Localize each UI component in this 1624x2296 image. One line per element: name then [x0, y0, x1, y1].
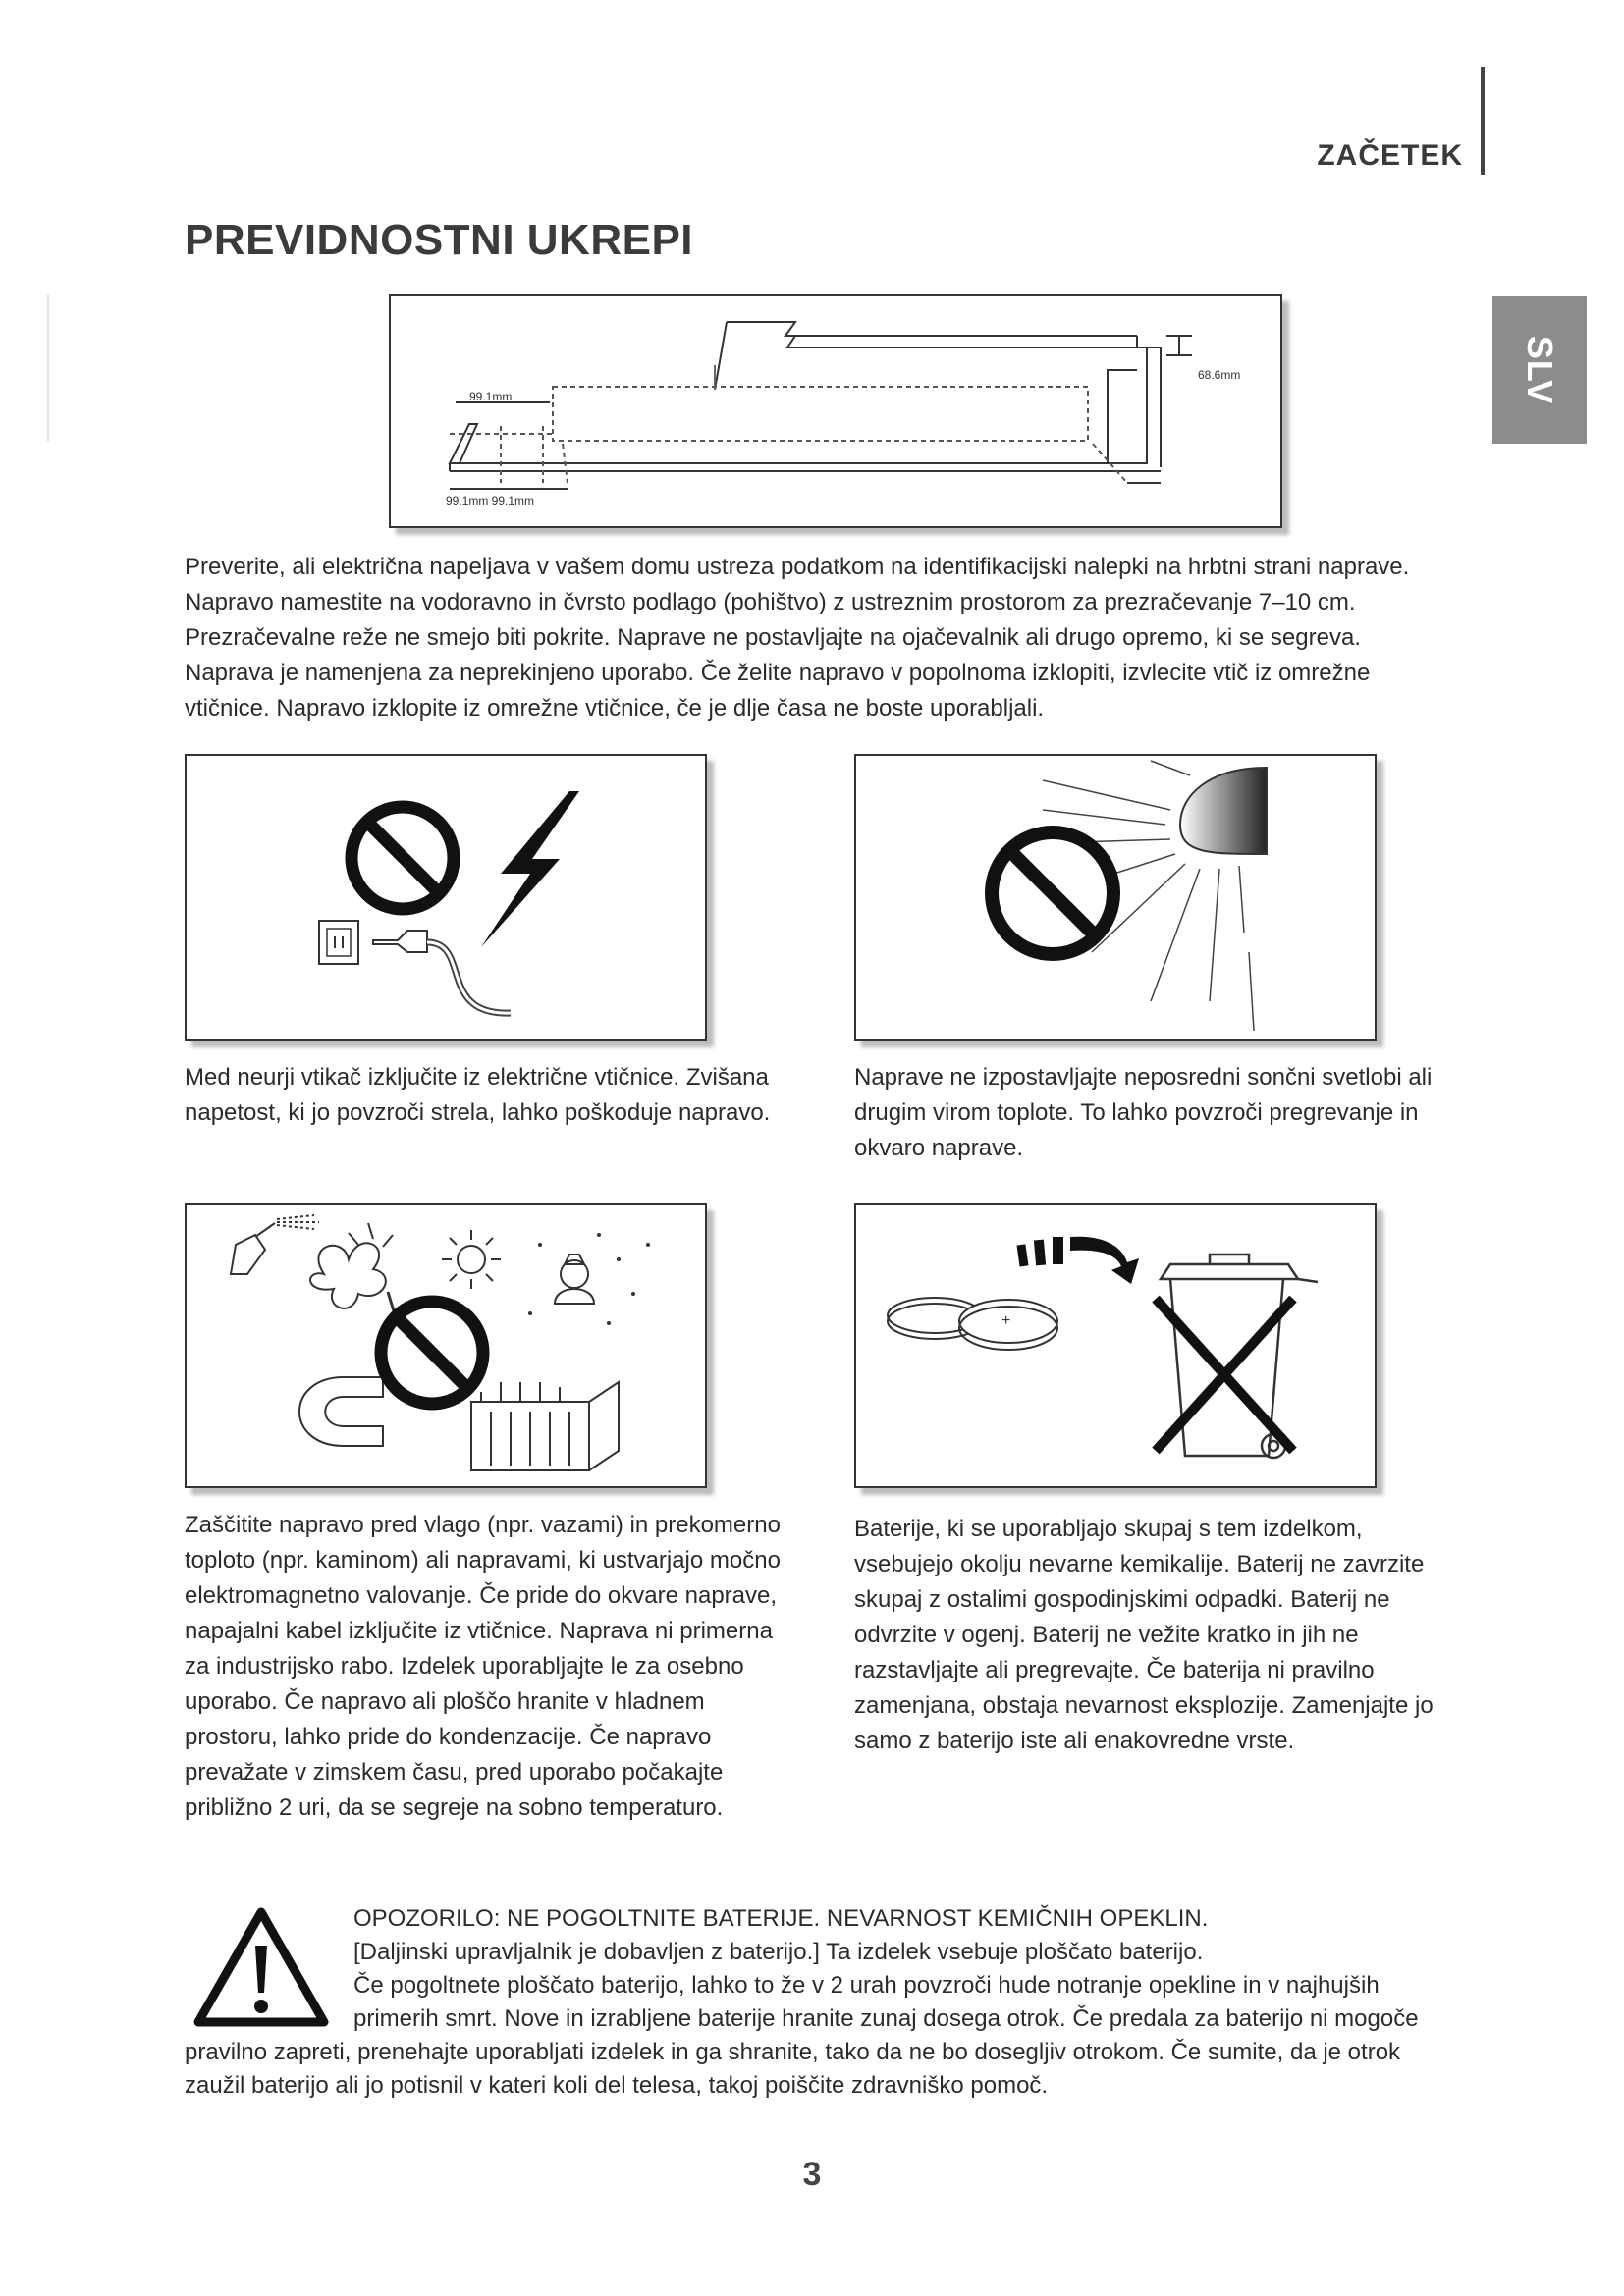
caption-line: približno 2 uri, da se segreje na sobno temperaturo. — [185, 1794, 724, 1821]
header-divider — [1481, 67, 1485, 175]
language-tab — [1492, 296, 1587, 444]
caption-line: prostoru, lahko pride do kondenzacije. Če napravo — [185, 1724, 712, 1750]
sunlight-icon — [856, 756, 1375, 1039]
battery-disposal-icon — [856, 1205, 1375, 1486]
intro-line: Naprava je namenjena za neprekinjeno uporabo. Če želite napravo v popolnoma izklopiti, izvlecite vtič iz omrežne — [185, 660, 1371, 686]
caution-text-environment — [185, 1508, 833, 1826]
warning-line: primerih smrt. Nove in izrabljene baterije hranite zunaj dosega otrok. Če predala za baterijo ni mogoče — [353, 2005, 1419, 2032]
caption-line: okvaro naprave. — [854, 1135, 1024, 1161]
caption-line: skupaj z ostalimi gospodinjskimi odpadki. Baterij ne — [854, 1586, 1390, 1613]
caution-figure-battery — [854, 1203, 1377, 1488]
intro-line: Prezračevalne reže ne smejo biti pokrite. Naprave ne postavljajte na ojačevalnik ali drugo opremo, ki se segreva. — [185, 624, 1361, 651]
warning-line: zaužil baterijo ali jo potisnil v kateri koli del telesa, takoj poiščite zdravniško pomoč. — [185, 2072, 1049, 2099]
caption-line: napajalni kabel izključite iz vtičnice. Naprava ni primerna — [185, 1618, 773, 1644]
section-label: ZAČETEK — [1317, 139, 1463, 172]
caption-line: odvrzite v ogenj. Baterij ne vežite kratko in jih ne — [854, 1622, 1359, 1648]
caption-line: samo z baterijo iste ali enakovredne vrste. — [854, 1728, 1295, 1754]
page-number: 3 — [802, 2156, 822, 2193]
shelf-clearance-icon — [391, 296, 1280, 526]
dimension-bottom: 99.1mm 99.1mm — [446, 494, 535, 507]
svg-text:+: + — [1001, 1312, 1011, 1329]
caution-figure-lightning — [185, 754, 707, 1041]
caution-text-battery — [854, 1512, 1502, 1759]
caption-line: drugim virom toplote. To lahko povzroči pregrevanje in — [854, 1099, 1419, 1126]
caption-line: napetost, ki jo povzroči strela, lahko poškoduje napravo. — [185, 1099, 771, 1126]
caption-line: elektromagnetno valovanje. Če pride do okvare naprave, — [185, 1582, 778, 1609]
moisture-heat-magnet-icon — [187, 1205, 705, 1486]
caption-line: prevažate v zimskem času, pred uporabo počakajte — [185, 1759, 724, 1786]
intro-line: vtičnice. Napravo izklopite iz omrežne vtičnice, če je dlje časa ne boste uporabljali. — [185, 695, 1045, 721]
caption-line: Med neurji vtikač izključite iz električne vtičnice. Zvišana — [185, 1064, 769, 1091]
edge-mark — [47, 294, 49, 442]
warning-line: Če pogoltnete ploščato baterijo, lahko to že v 2 urah povzroči hude notranje opekline in v najhujših — [353, 1972, 1380, 1999]
warning-text-indented — [353, 1902, 1492, 2036]
lightning-unplug-icon — [187, 756, 705, 1039]
caption-line: zamenjana, obstaja nevarnost eksplozije. Zamenjajte jo — [854, 1692, 1434, 1719]
caption-line: za industrijsko rabo. Izdelek uporabljajte le za osebno — [185, 1653, 744, 1680]
warning-heading: OPOZORILO: NE POGOLTNITE BATERIJE. NEVARNOST KEMIČNIH OPEKLIN. — [353, 1905, 1209, 1932]
warning-line: pravilno zapreti, prenehajte uporabljati izdelek in ga shranite, tako da ne bo dosegljiv otrokom. Če sumite, da je otrok — [185, 2039, 1401, 2065]
intro-line: Preverite, ali električna napeljava v vašem domu ustreza podatkom na identifikacijski nalepki na hrbtni strani naprave. — [185, 554, 1410, 580]
page-title: PREVIDNOSTNI UKREPI — [185, 216, 694, 264]
language-tab-label: SLV — [1520, 335, 1560, 405]
caption-line: Zaščitite napravo pred vlago (npr. vazami) in prekomerno — [185, 1512, 781, 1538]
warning-triangle-icon — [192, 1906, 330, 2028]
dimension-height: 68.6mm — [1198, 368, 1241, 382]
warning-line: [Daljinski upravljalnik je dobavljen z baterijo.] Ta izdelek vsebuje ploščato baterijo. — [353, 1939, 1204, 1965]
intro-paragraph — [185, 550, 1490, 726]
caution-figure-environment — [185, 1203, 707, 1488]
warning-triangle — [192, 1906, 330, 2028]
installation-figure — [389, 294, 1282, 528]
intro-line: Napravo namestite na vodoravno in čvrsto podlago (pohištvo) z ustreznim prostorom za prezračevanje 7–10 cm. — [185, 589, 1356, 615]
caution-figure-sunlight — [854, 754, 1377, 1041]
caution-text-lightning — [185, 1060, 813, 1131]
caption-line: toploto (npr. kaminom) ali napravami, ki ustvarjajo močno — [185, 1547, 781, 1574]
warning-text-full — [185, 2036, 1500, 2103]
caption-line: Baterije, ki se uporabljajo skupaj s tem izdelkom, — [854, 1516, 1363, 1542]
caption-line: vsebujejo okolju nevarne kemikalije. Baterij ne zavrzite — [854, 1551, 1425, 1577]
caution-text-sunlight — [854, 1060, 1483, 1166]
caption-line: razstavljajte ali pregrevajte. Če baterija ni pravilno — [854, 1657, 1375, 1683]
caption-line: uporabo. Če napravo ali ploščo hranite v hladnem — [185, 1688, 705, 1715]
caption-line: Naprave ne izpostavljajte neposredni sončni svetlobi ali — [854, 1064, 1433, 1091]
dimension-left: 99.1mm — [469, 390, 513, 403]
